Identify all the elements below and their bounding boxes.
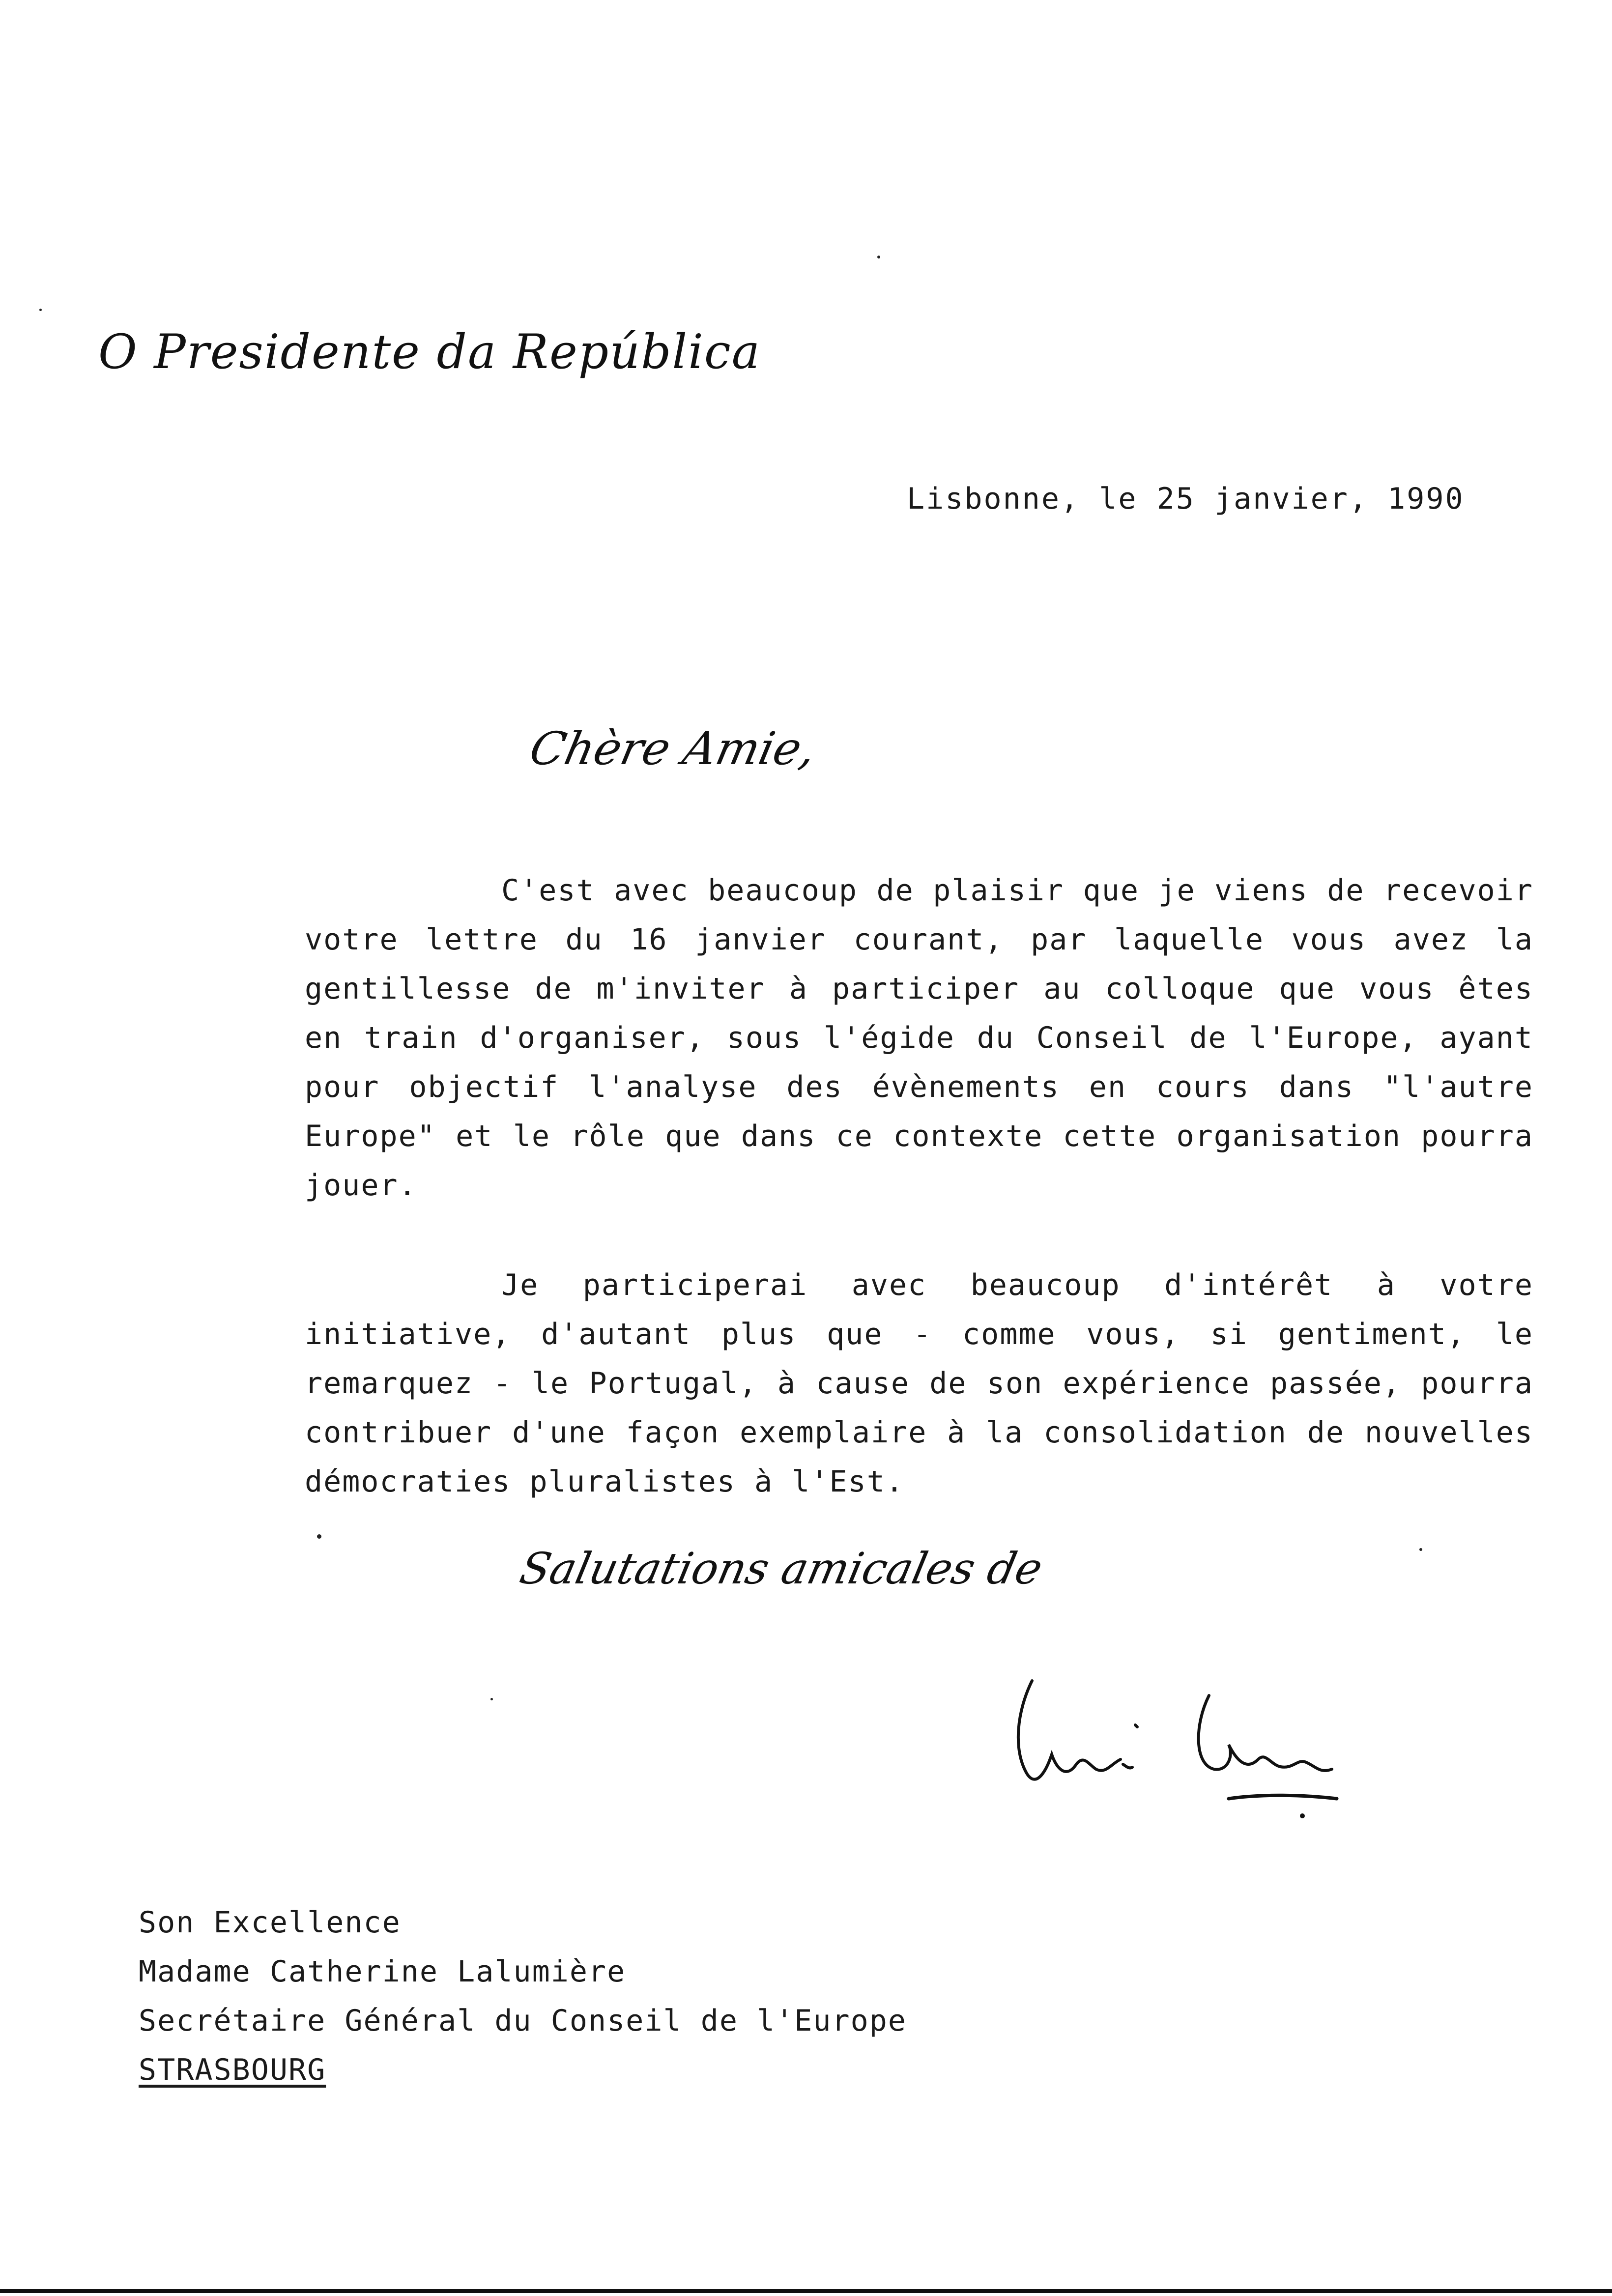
handwritten-salutation: Chère Amie, xyxy=(525,722,821,775)
bottom-edge-rule xyxy=(0,2289,1612,2293)
signature-image xyxy=(998,1651,1352,1858)
recipient-city: STRASBOURG xyxy=(139,2053,326,2087)
scan-speck xyxy=(39,309,42,311)
body-paragraph-2: Je participerai avec beaucoup d'intérêt à votre initiative, d'autant plus que - comme vous, si gentiment, le remarquez - le Portugal, à cause de son expérience passée, pourra contribuer d'une façon exemplaire à la consolidation de nouvelles démocraties pluralistes à l'Est. xyxy=(305,1268,1533,1499)
recipient-title: Son Excellence xyxy=(139,1905,401,1940)
scan-speck xyxy=(317,1534,321,1539)
recipient-address xyxy=(139,1898,907,2095)
scan-speck xyxy=(1419,1548,1422,1551)
handwritten-closing: Salutations amicales de xyxy=(516,1543,1047,1594)
scan-speck xyxy=(877,256,880,258)
recipient-role: Secrétaire Général du Conseil de l'Europe xyxy=(139,2004,907,2038)
scan-speck xyxy=(490,1698,493,1700)
body-paragraph-1: C'est avec beaucoup de plaisir que je viens de recevoir votre lettre du 16 janvier courant, par laquelle vous avez la gentillesse de m'inviter à participer au colloque que vous êtes en train d'organiser, sous l'égide du Conseil de l'Europe, ayant pour objectif l'analyse des évènements en cours dans "l'autre Europe" et le rôle que dans ce contexte cette organisation pourra jouer. xyxy=(305,873,1533,1203)
date-line: Lisbonne, le 25 janvier, 1990 xyxy=(907,482,1465,516)
recipient-name: Madame Catherine Lalumière xyxy=(139,1954,626,1989)
letterhead-title: O Presidente da República xyxy=(98,324,761,379)
